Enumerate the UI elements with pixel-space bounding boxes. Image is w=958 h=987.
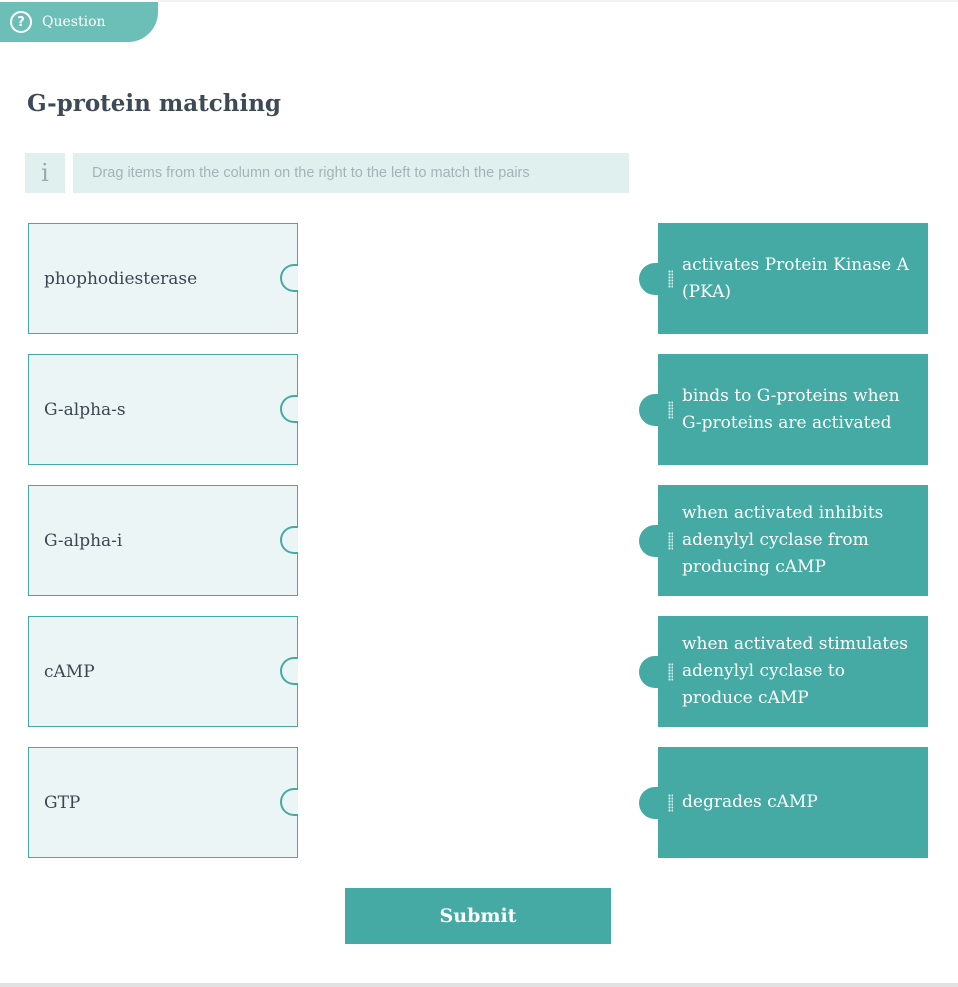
draggable-item-label: binds to G-proteins when G-proteins are activated — [682, 385, 900, 433]
drag-handle-icon[interactable] — [668, 270, 673, 288]
match-target-label: phophodiesterase — [44, 268, 198, 289]
match-target-5[interactable] — [28, 747, 298, 858]
match-target-3[interactable] — [28, 485, 298, 596]
match-target-label: cAMP — [44, 661, 95, 682]
instruction-text: Drag items from the column on the right to the left to match the pairs — [73, 153, 629, 193]
connector-knob-icon — [639, 656, 659, 688]
top-divider — [158, 0, 958, 2]
drag-handle-icon[interactable] — [668, 401, 673, 419]
draggable-item-1[interactable] — [658, 223, 928, 334]
draggable-item-label: when activated inhibits adenylyl cyclase from producing cAMP — [682, 503, 884, 577]
draggable-item-label: degrades cAMP — [682, 792, 818, 812]
draggable-item-5[interactable] — [658, 747, 928, 858]
submit-button[interactable]: Submit — [345, 888, 611, 944]
question-circle-icon: ? — [10, 11, 32, 33]
drop-socket-icon — [280, 788, 298, 816]
match-target-label: G-alpha-s — [44, 399, 126, 420]
connector-knob-icon — [639, 394, 659, 426]
page-title: G-protein matching — [27, 90, 282, 117]
bottom-divider — [0, 983, 958, 987]
match-target-label: GTP — [44, 792, 81, 813]
question-tab — [0, 2, 158, 42]
connector-knob-icon — [639, 263, 659, 295]
drop-socket-icon — [280, 395, 298, 423]
match-target-2[interactable] — [28, 354, 298, 465]
draggable-item-2[interactable] — [658, 354, 928, 465]
info-icon: i — [25, 153, 65, 193]
match-target-1[interactable] — [28, 223, 298, 334]
drag-handle-icon[interactable] — [668, 794, 673, 812]
draggable-item-3[interactable] — [658, 485, 928, 596]
question-tab-label: Question — [42, 14, 106, 30]
draggable-item-4[interactable] — [658, 616, 928, 727]
draggable-item-label: activates Protein Kinase A (PKA) — [682, 254, 909, 302]
drop-socket-icon — [280, 526, 298, 554]
drag-handle-icon[interactable] — [668, 532, 673, 550]
drop-socket-icon — [280, 657, 298, 685]
drop-socket-icon — [280, 264, 298, 292]
match-target-4[interactable] — [28, 616, 298, 727]
connector-knob-icon — [639, 787, 659, 819]
draggable-item-label: when activated stimulates adenylyl cyclase to produce cAMP — [682, 634, 909, 708]
connector-knob-icon — [639, 525, 659, 557]
match-target-label: G-alpha-i — [44, 530, 123, 551]
drag-handle-icon[interactable] — [668, 663, 673, 681]
